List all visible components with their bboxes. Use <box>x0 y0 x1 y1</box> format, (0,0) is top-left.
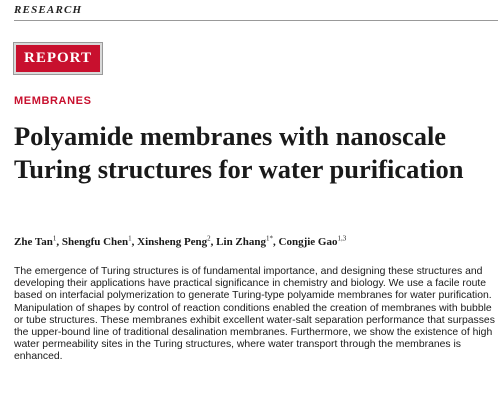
category-label: MEMBRANES <box>14 95 92 107</box>
author-separator: , <box>56 236 62 248</box>
abstract-text: The emergence of Turing structures is of fundamental importance, and designing these structures and developing their applications have practical significance in chemistry and biology. We use a facile route based on interfacial polymerization to generate Turing-type polyamide membranes for water purification. Manipulation of shapes by control of reaction conditions enabled the creation of membranes with bubble or tube structures. These membranes exhibit excellent water-salt separation performance that surpasses the upper-bound line of traditional desalination membranes. Furthermore, we show the existence of high water permeability sites in the Turing structures, where water transport through the membranes is enhanced. <box>14 266 495 363</box>
author-affiliation: 1,3 <box>337 234 347 243</box>
author-affiliation: 2 <box>207 234 211 243</box>
article-title: Polyamide membranes with nanoscale Turing structures for water purification <box>14 121 464 184</box>
author-affiliation: 1* <box>266 234 274 243</box>
author-name: Shengfu Chen <box>61 236 129 248</box>
author-name: Lin Zhang <box>216 236 267 248</box>
header-divider <box>14 20 498 21</box>
report-badge <box>14 43 102 74</box>
section-label: RESEARCH <box>14 4 83 16</box>
author-affiliation: 1 <box>128 234 132 243</box>
report-badge-label: REPORT <box>24 50 92 66</box>
author-separator: , <box>210 236 217 248</box>
author-separator: , <box>131 236 138 248</box>
author-name: Zhe Tan <box>14 236 53 248</box>
author-name: Congjie Gao <box>278 236 338 248</box>
author-separator: , <box>273 236 279 248</box>
author-list <box>14 236 494 248</box>
author-name: Xinsheng Peng <box>137 236 208 248</box>
author-affiliation: 1 <box>52 234 57 243</box>
